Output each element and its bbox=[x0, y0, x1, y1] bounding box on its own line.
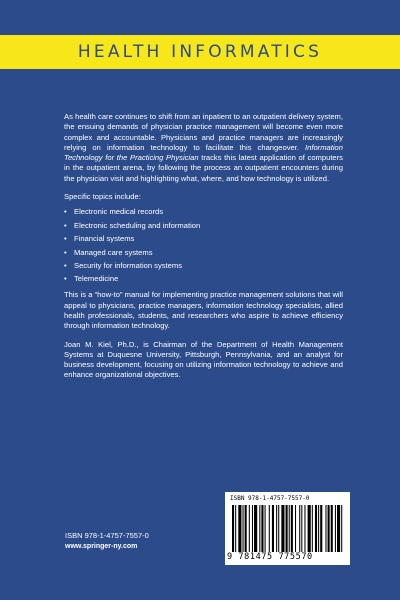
howto-paragraph: This is a “how-to” manual for implementing practice management solutions that will appeal to physicians, practice managers, information technology specialists, allied health professionals, students, and researchers who aspire to achieve efficiency through information technology. bbox=[64, 290, 343, 331]
topic-label: Electronic medical records bbox=[74, 207, 164, 217]
barcode-bar bbox=[341, 505, 342, 552]
bullet-icon: • bbox=[64, 220, 67, 230]
barcode-bar bbox=[320, 505, 322, 552]
barcode-bar bbox=[235, 505, 236, 552]
barcode-bar bbox=[315, 505, 317, 552]
topic-label: Financial systems bbox=[74, 234, 135, 244]
series-band bbox=[0, 35, 400, 69]
barcode-bar bbox=[259, 505, 260, 552]
topic-label: Managed care systems bbox=[74, 247, 153, 257]
topic-label: Telemedicine bbox=[74, 274, 119, 284]
barcode-bar bbox=[238, 505, 241, 552]
barcode-bar bbox=[265, 505, 266, 552]
barcode-bar bbox=[269, 505, 270, 552]
intro-paragraph bbox=[64, 112, 343, 184]
barcode-bar bbox=[281, 505, 284, 552]
intro-text-after: tracks this latest application of computers in the outpatient arena, by following the process an outpatient encounters during the physician visit and highlighting what, where, and how technology is utilized. bbox=[64, 153, 343, 183]
barcode bbox=[225, 492, 350, 565]
intro-text-before: As health care continues to shift from an inpatient to an outpatient delivery system, the ensuing demands of physician practice management will become even more complex and accountable. Physicians and practice managers are increasingly relying on information technology to facilitate this changeover. bbox=[64, 112, 343, 152]
bullet-icon: • bbox=[64, 260, 67, 270]
barcode-bar bbox=[308, 505, 311, 552]
barcode-bar bbox=[232, 505, 234, 552]
bullet-icon: • bbox=[64, 207, 67, 217]
bullet-icon: • bbox=[64, 234, 67, 244]
list-item bbox=[64, 274, 343, 284]
list-item bbox=[64, 234, 343, 244]
barcode-bar bbox=[335, 505, 336, 552]
list-item bbox=[64, 207, 343, 217]
list-item bbox=[64, 221, 343, 231]
topic-label: Electronic scheduling and information bbox=[74, 220, 201, 230]
barcode-bars bbox=[232, 505, 343, 552]
barcode-bar bbox=[261, 505, 263, 552]
barcode-bar bbox=[249, 505, 250, 552]
topics-heading: Specific topics include: bbox=[64, 192, 141, 202]
barcode-bar bbox=[245, 505, 247, 552]
author-bio: Joan M. Kiel, Ph.D., is Chairman of the Department of Health Management Systems at Duquesne University, Pittsburgh, Pennsylvania, and an analyst for business development, focusing on utilizing information technology to achieve and enhance organizational objectives. bbox=[64, 339, 343, 380]
barcode-bar bbox=[286, 505, 288, 552]
barcode-bar bbox=[304, 505, 305, 552]
publisher-info bbox=[65, 530, 149, 552]
bullet-icon: • bbox=[64, 247, 67, 257]
barcode-digits: 9 781475 775570 bbox=[227, 552, 313, 562]
list-item bbox=[64, 248, 343, 258]
barcode-bar bbox=[318, 505, 319, 552]
barcode-bar bbox=[254, 505, 257, 552]
book-title: Information Technology for the Practicing Physician bbox=[64, 142, 343, 163]
topic-label: Security for information systems bbox=[74, 260, 183, 270]
barcode-bar bbox=[243, 505, 244, 552]
series-title: HEALTH INFORMATICS bbox=[77, 42, 323, 62]
list-item bbox=[64, 261, 343, 271]
barcode-isbn: ISBN 978-1-4757-7557-0 bbox=[230, 495, 310, 502]
barcode-bar bbox=[252, 505, 253, 552]
barcode-bar bbox=[337, 505, 340, 552]
publisher-url: www.springer-ny.com bbox=[65, 543, 138, 550]
barcode-bar bbox=[312, 505, 313, 552]
barcode-bar bbox=[272, 505, 274, 552]
barcode-bar bbox=[295, 505, 296, 552]
barcode-bar bbox=[328, 505, 330, 552]
barcode-bar bbox=[278, 505, 279, 552]
bullet-icon: • bbox=[64, 274, 67, 284]
barcode-bar bbox=[301, 505, 302, 552]
topics-list bbox=[64, 207, 343, 284]
barcode-bar bbox=[331, 505, 333, 552]
barcode-bar bbox=[299, 505, 300, 552]
description bbox=[64, 112, 343, 389]
isbn-text: ISBN 978-1-4757-7557-0 bbox=[65, 531, 149, 540]
barcode-bar bbox=[291, 505, 293, 552]
barcode-bar bbox=[276, 505, 277, 552]
barcode-bar bbox=[325, 505, 326, 552]
barcode-bar bbox=[289, 505, 290, 552]
